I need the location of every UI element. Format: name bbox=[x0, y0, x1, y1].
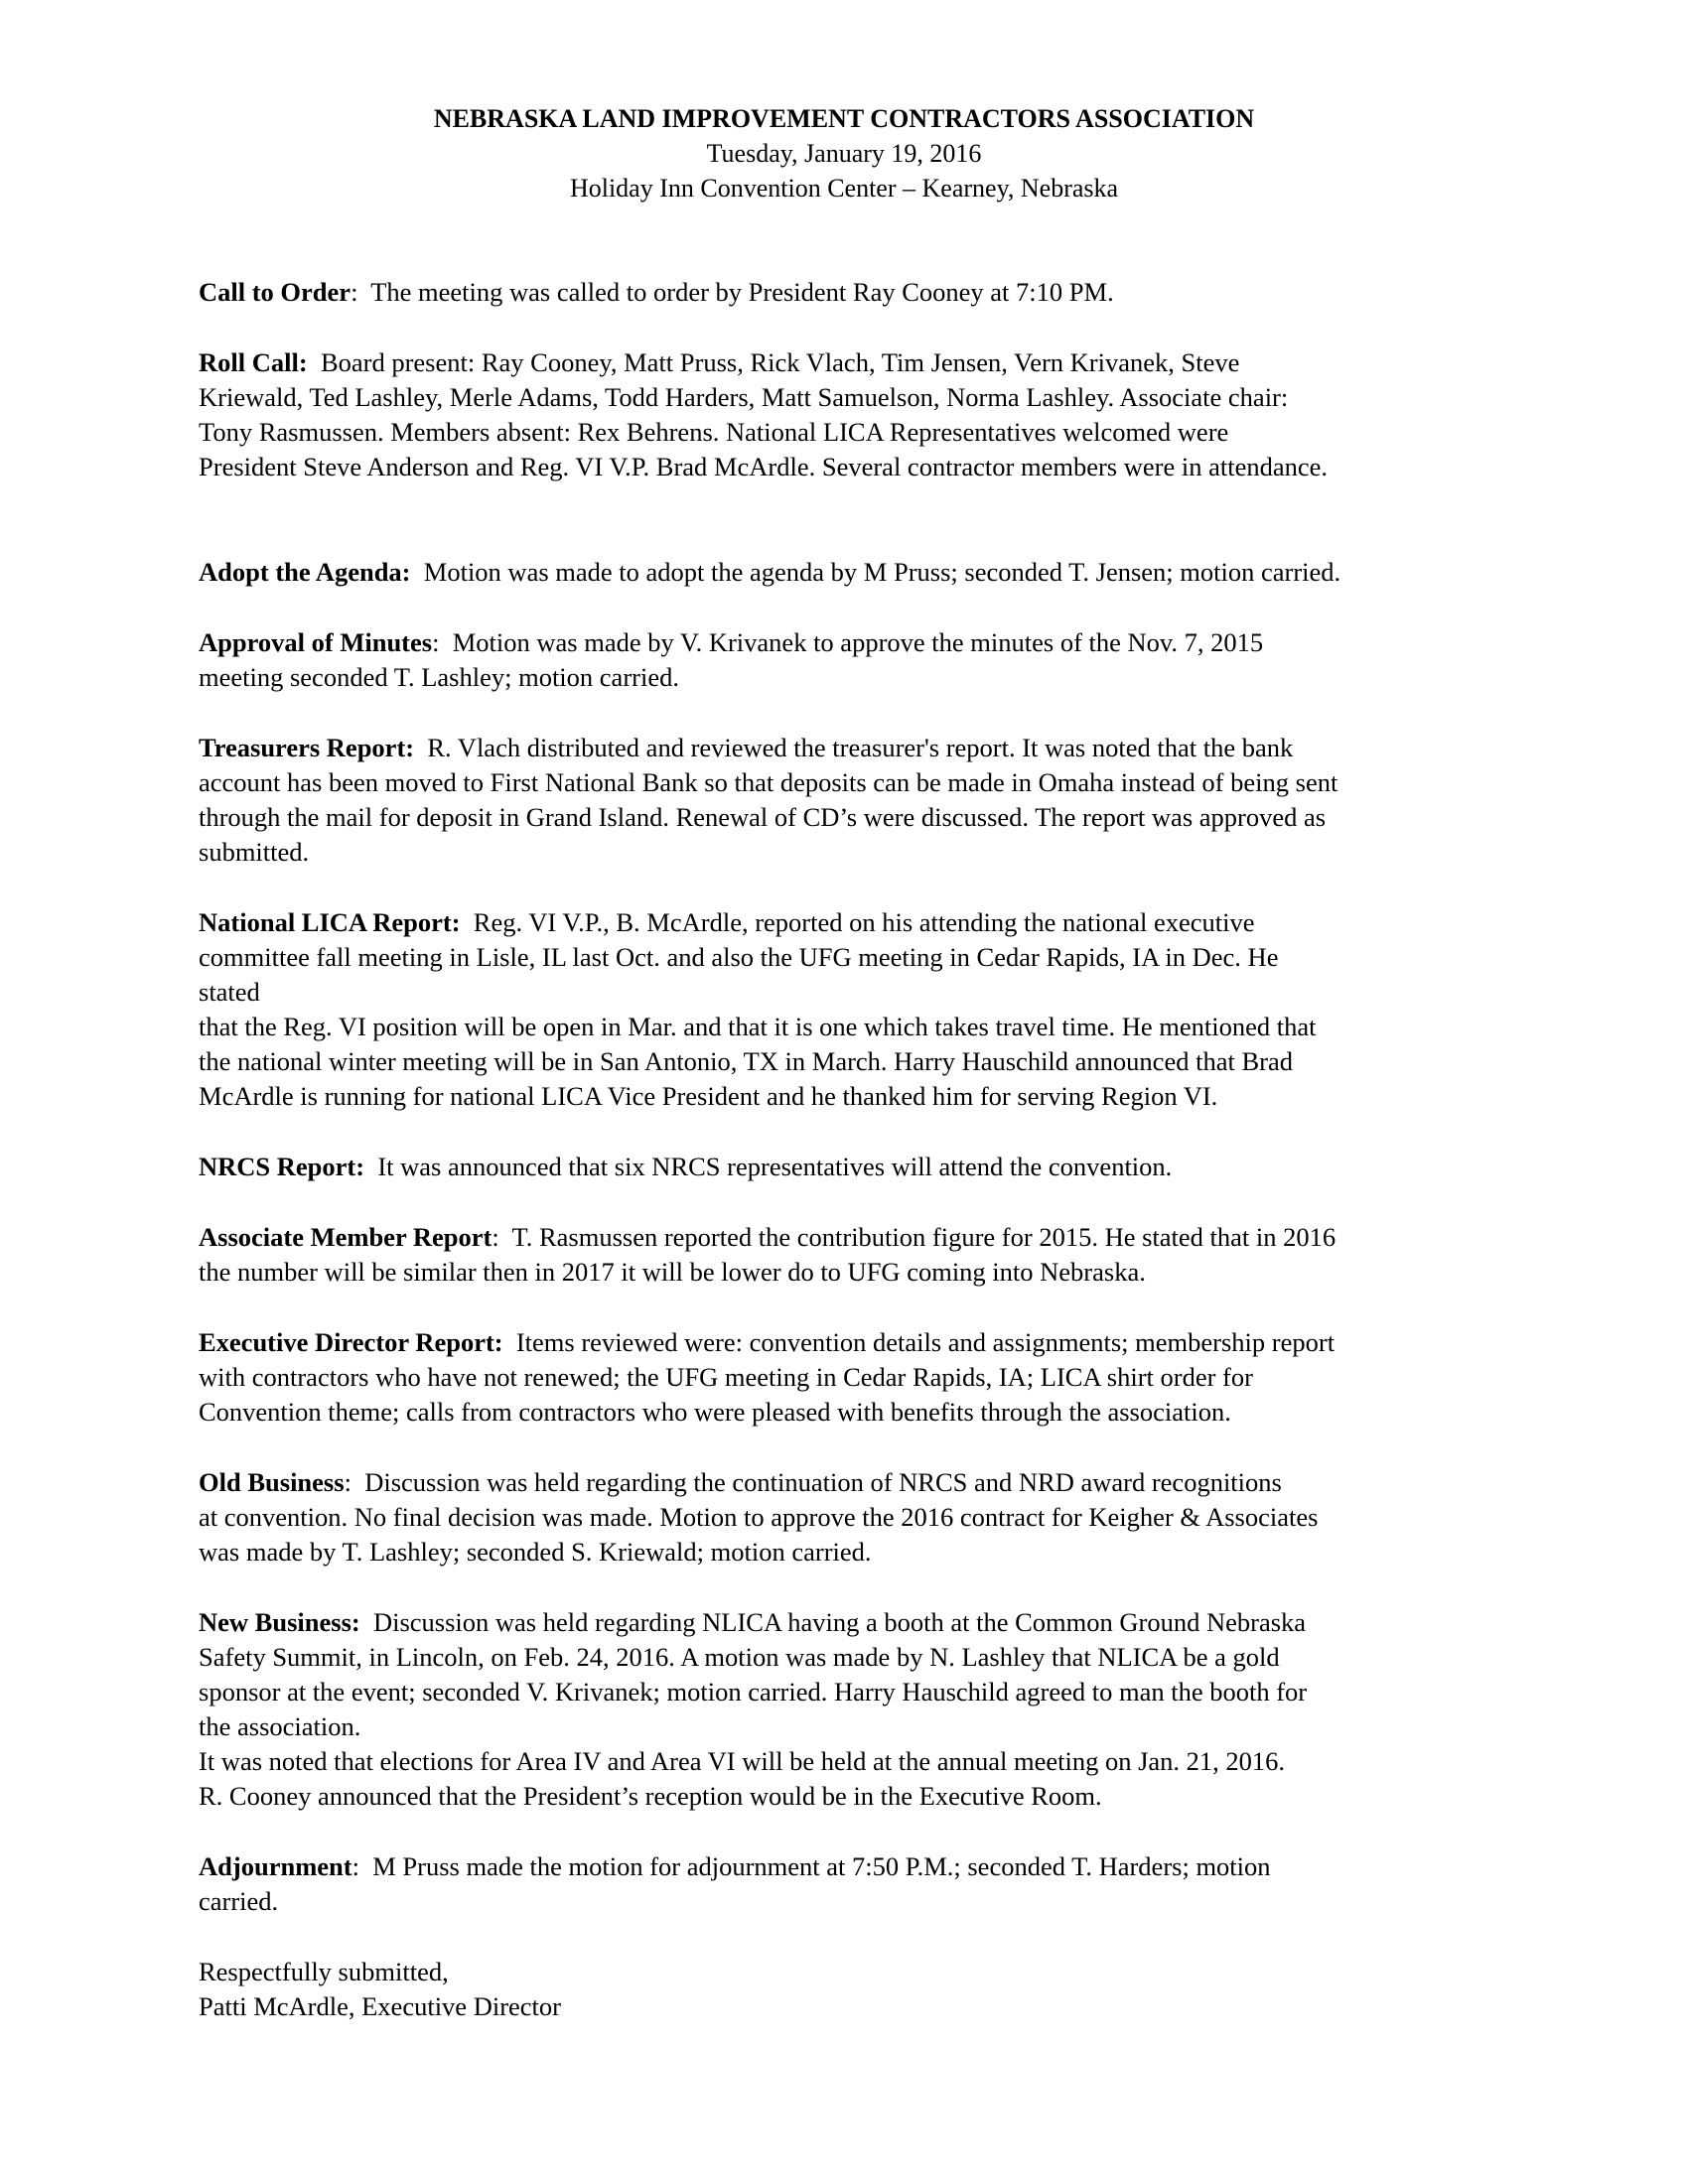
associate-member-label: Associate Member Report bbox=[199, 1222, 492, 1252]
national-lica-line: stated bbox=[199, 977, 260, 1007]
treasurers-report-line: R. Vlach distributed and reviewed the treasurer's report. It was noted that the bank bbox=[427, 733, 1294, 762]
nrcs-report-section bbox=[199, 1150, 1519, 1184]
executive-director-section bbox=[199, 1325, 1519, 1430]
roll-call-label: Roll Call: bbox=[199, 347, 308, 377]
adjournment-line: carried. bbox=[199, 1886, 279, 1916]
call-to-order-text: The meeting was called to order by President Ray Cooney at 7:10 PM. bbox=[370, 277, 1114, 307]
new-business-line: R. Cooney announced that the President’s reception would be in the Executive Room. bbox=[199, 1781, 1102, 1811]
national-lica-section bbox=[199, 905, 1519, 1114]
executive-director-line: Items reviewed were: convention details and assignments; membership report bbox=[515, 1327, 1336, 1357]
signoff-closing: Respectfully submitted, bbox=[199, 1957, 449, 1986]
old-business-line: at convention. No final decision was made. Motion to approve the 2016 contract for Keigher & Associates bbox=[199, 1502, 1319, 1532]
adjournment-label: Adjournment bbox=[199, 1851, 352, 1881]
new-business-line: It was noted that elections for Area IV and Area VI will be held at the annual meeting on Jan. 21, 2016. bbox=[199, 1746, 1286, 1776]
new-business-line: Safety Summit, in Lincoln, on Feb. 24, 2016. A motion was made by N. Lashley that NLICA be a gold bbox=[199, 1642, 1280, 1672]
approval-minutes-line: meeting seconded T. Lashley; motion carried. bbox=[199, 662, 679, 692]
approval-minutes-line: Motion was made by V. Krivanek to approve the minutes of the Nov. 7, 2015 bbox=[452, 627, 1264, 657]
approval-minutes-section: Approval of Minutes: Motion was made by V. Krivanek to approve the minutes of the Nov. 7, 2015 meeting seconded T. Lashley; motion carried. bbox=[199, 625, 1519, 695]
associate-member-line: T. Rasmussen reported the contribution figure for 2015. He stated that in 2016 bbox=[511, 1222, 1336, 1252]
call-to-order-section: Call to Order: The meeting was called to order by President Ray Cooney at 7:10 PM. bbox=[199, 277, 1114, 307]
new-business-line: Discussion was held regarding NLICA having a booth at the Common Ground Nebraska bbox=[372, 1607, 1307, 1637]
adjournment-section: Adjournment: M Pruss made the motion for adjournment at 7:50 P.M.; seconded T. Harders; motion carried. bbox=[199, 1849, 1519, 1919]
signoff-section bbox=[199, 1955, 1519, 2024]
executive-director-label: Executive Director Report: bbox=[199, 1327, 503, 1357]
associate-member-section: Associate Member Report: T. Rasmussen reported the contribution figure for 2015. He stated that in 2016 the number will be similar then in 2017 it will be lower do to UFG coming into Nebraska. bbox=[199, 1220, 1519, 1290]
old-business-section: Old Business: Discussion was held regarding the continuation of NRCS and NRD award recognitions at convention. No final decision was made. Motion to approve the 2016 contract for Keigher & Associates was made by T. Lashley; seconded S. Kriewald; motion carried. bbox=[199, 1465, 1519, 1570]
treasurers-report-section bbox=[199, 731, 1519, 870]
adopt-agenda-label: Adopt the Agenda: bbox=[199, 557, 411, 587]
old-business-line: was made by T. Lashley; seconded S. Kriewald; motion carried. bbox=[199, 1537, 872, 1567]
adjournment-line: M Pruss made the motion for adjournment at 7:50 P.M.; seconded T. Harders; motion bbox=[372, 1851, 1271, 1881]
old-business-label: Old Business bbox=[199, 1467, 345, 1497]
associate-member-line: the number will be similar then in 2017 it will be lower do to UFG coming into Nebraska. bbox=[199, 1257, 1146, 1287]
new-business-section bbox=[199, 1605, 1519, 1814]
roll-call-section bbox=[199, 345, 1519, 484]
national-lica-line: that the Reg. VI position will be open in Mar. and that it is one which takes travel time. He mentioned that bbox=[199, 1012, 1317, 1041]
document-header bbox=[0, 101, 1688, 205]
nrcs-report-label: NRCS Report: bbox=[199, 1152, 365, 1181]
national-lica-line: committee fall meeting in Lisle, IL last Oct. and also the UFG meeting in Cedar Rapids, IA in Dec. He bbox=[199, 942, 1279, 972]
national-lica-line: Reg. VI V.P., B. McArdle, reported on his attending the national executive bbox=[473, 907, 1255, 937]
roll-call-line: Board present: Ray Cooney, Matt Pruss, Rick Vlach, Tim Jensen, Vern Krivanek, Steve bbox=[320, 347, 1240, 377]
national-lica-line: the national winter meeting will be in San Antonio, TX in March. Harry Hauschild announced that Brad bbox=[199, 1046, 1293, 1076]
organization-title: NEBRASKA LAND IMPROVEMENT CONTRACTORS ASSOCIATION bbox=[433, 104, 1255, 133]
old-business-line: Discussion was held regarding the continuation of NRCS and NRD award recognitions bbox=[364, 1467, 1282, 1497]
approval-minutes-label: Approval of Minutes bbox=[199, 627, 433, 657]
national-lica-line: McArdle is running for national LICA Vice President and he thanked him for serving Region VI. bbox=[199, 1081, 1218, 1111]
nrcs-report-text: It was announced that six NRCS representatives will attend the convention. bbox=[377, 1152, 1173, 1181]
meeting-location: Holiday Inn Convention Center – Kearney, Nebraska bbox=[569, 174, 1119, 203]
call-to-order-label: Call to Order bbox=[199, 277, 352, 307]
treasurers-report-label: Treasurers Report: bbox=[199, 733, 415, 762]
executive-director-line: with contractors who have not renewed; the UFG meeting in Cedar Rapids, IA; LICA shirt order for bbox=[199, 1362, 1253, 1392]
treasurers-report-line: through the mail for deposit in Grand Island. Renewal of CD’s were discussed. The report was approved as bbox=[199, 802, 1327, 832]
treasurers-report-line: submitted. bbox=[199, 837, 310, 867]
treasurers-report-line: account has been moved to First National Bank so that deposits can be made in Omaha instead of being sent bbox=[199, 767, 1338, 797]
new-business-line: the association. bbox=[199, 1711, 361, 1741]
new-business-line: sponsor at the event; seconded V. Krivanek; motion carried. Harry Hauschild agreed to man the booth for bbox=[199, 1677, 1308, 1706]
new-business-label: New Business: bbox=[199, 1607, 360, 1637]
roll-call-line: President Steve Anderson and Reg. VI V.P. Brad McArdle. Several contractor members were in attendance. bbox=[199, 452, 1328, 481]
adopt-agenda-section bbox=[199, 555, 1519, 590]
national-lica-label: National LICA Report: bbox=[199, 907, 461, 937]
meeting-date: Tuesday, January 19, 2016 bbox=[706, 139, 982, 168]
roll-call-line: Tony Rasmussen. Members absent: Rex Behrens. National LICA Representatives welcomed were bbox=[199, 417, 1229, 447]
adopt-agenda-text: Motion was made to adopt the agenda by M Pruss; seconded T. Jensen; motion carried. bbox=[423, 557, 1341, 587]
signoff-name: Patti McArdle, Executive Director bbox=[199, 1991, 561, 2021]
executive-director-line: Convention theme; calls from contractors who were pleased with benefits through the association. bbox=[199, 1397, 1231, 1427]
roll-call-line: Kriewald, Ted Lashley, Merle Adams, Todd Harders, Matt Samuelson, Norma Lashley. Associate chair: bbox=[199, 382, 1289, 412]
